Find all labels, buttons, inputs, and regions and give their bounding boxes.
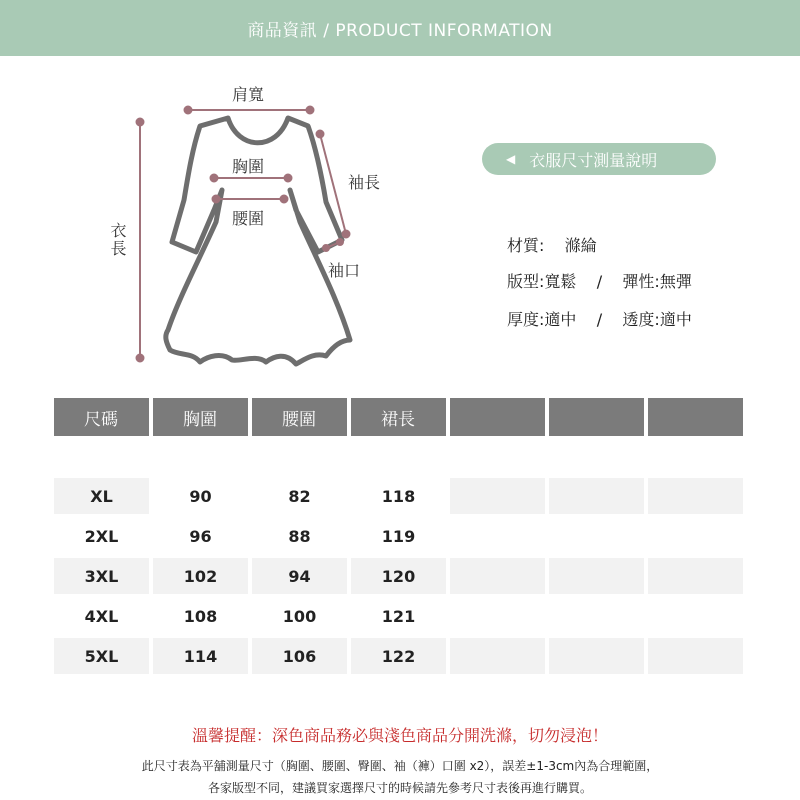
shoulder-dot-right: [307, 107, 314, 114]
cell-chest: 90: [153, 478, 248, 514]
cell-chest: 114: [153, 638, 248, 674]
cell-length: 119: [351, 518, 446, 554]
cell-size: 4XL: [54, 598, 149, 634]
cell-waist: 82: [252, 478, 347, 514]
cell-length: 122: [351, 638, 446, 674]
table-row: [54, 518, 743, 554]
cell-waist: 94: [252, 558, 347, 594]
cell-blank: [549, 598, 644, 634]
cell-chest: 108: [153, 598, 248, 634]
cell-blank: [450, 598, 545, 634]
cell-waist: 106: [252, 638, 347, 674]
fit-label: 版型:: [507, 272, 545, 291]
cell-size: XL: [54, 478, 149, 514]
table-row: [54, 558, 743, 594]
label-chest: 胸圍: [232, 157, 265, 176]
header-bar: [0, 0, 800, 56]
label-shoulder: 肩寬: [232, 85, 265, 104]
fit-value: 寬鬆: [544, 272, 577, 291]
table-row: [54, 478, 743, 514]
cell-size: 3XL: [54, 558, 149, 594]
length-dot-top: [137, 119, 144, 126]
label-waist: 腰圍: [232, 209, 265, 228]
sleeve-dot-top: [317, 131, 324, 138]
material-label: 材質:: [507, 236, 545, 255]
table-row: [54, 598, 743, 634]
warning-text: 溫馨提醒：深色商品務必與淺色商品分開洗滌，切勿浸泡！: [191, 726, 608, 745]
chest-dot-left: [211, 175, 218, 182]
header-blank: [450, 398, 545, 436]
spec-separator: /: [596, 272, 603, 291]
cell-blank: [648, 558, 743, 594]
cuff-dot-left: [323, 245, 329, 251]
cell-blank: [549, 558, 644, 594]
note-line-1: 此尺寸表為平舖測量尺寸（胸圍、腰圍、臀圍、袖（褲）口圍 x2），誤差±1-3cm內為合理範圍，: [141, 759, 659, 773]
cell-blank: [549, 518, 644, 554]
cell-blank: [549, 478, 644, 514]
transparency-value: 適中: [659, 310, 692, 329]
spec-thickness-transparency: [507, 307, 692, 330]
cell-blank: [648, 638, 743, 674]
waist-dot-right: [281, 196, 288, 203]
cell-blank: [549, 638, 644, 674]
size-table: [50, 398, 747, 674]
elastic-value: 無彈: [659, 272, 692, 291]
header-size: 尺碼: [54, 398, 149, 436]
elastic-label: 彈性:: [622, 272, 660, 291]
size-table-header: [54, 398, 743, 436]
header-waist: 腰圍: [252, 398, 347, 436]
cell-blank: [648, 518, 743, 554]
label-cuff: 袖口: [328, 261, 361, 280]
header-chest: 胸圍: [153, 398, 248, 436]
spec-separator: /: [596, 310, 603, 329]
measure-lines: [137, 107, 350, 362]
sleeve-dot-bottom: [343, 231, 350, 238]
cell-size: 5XL: [54, 638, 149, 674]
cell-size: 2XL: [54, 518, 149, 554]
size-guide-label: 衣服尺寸測量說明: [529, 150, 658, 170]
transparency-label: 透度:: [622, 310, 660, 329]
cell-length: 121: [351, 598, 446, 634]
cuff-dot-right: [337, 239, 343, 245]
chest-dot-right: [285, 175, 292, 182]
label-sleeve: 袖長: [348, 173, 381, 192]
header-title: 商品資訊 / PRODUCT INFORMATION: [247, 20, 553, 41]
note-line-2: 各家版型不同，建議買家選擇尺寸的時候請先參考尺寸表後再進行購買。: [207, 781, 592, 795]
sleeve-line: [320, 134, 346, 234]
cuff-line: [326, 242, 340, 248]
length-dot-bottom: [137, 355, 144, 362]
cell-blank: [648, 478, 743, 514]
cell-waist: 100: [252, 598, 347, 634]
cell-blank: [450, 478, 545, 514]
spec-material: [507, 233, 597, 256]
cell-blank: [450, 638, 545, 674]
cell-chest: 102: [153, 558, 248, 594]
cell-length: 120: [351, 558, 446, 594]
shoulder-dot-left: [185, 107, 192, 114]
table-row: [54, 638, 743, 674]
thickness-label: 厚度:: [507, 310, 545, 329]
thickness-value: 適中: [544, 310, 577, 329]
cell-waist: 88: [252, 518, 347, 554]
triangle-left-icon: ◀: [506, 152, 516, 166]
spec-fit-elastic: [507, 269, 692, 292]
header-blank: [549, 398, 644, 436]
size-guide-button[interactable]: [482, 143, 716, 175]
header-blank: [648, 398, 743, 436]
material-value: 滌綸: [564, 236, 597, 255]
cell-blank: [648, 598, 743, 634]
cell-chest: 96: [153, 518, 248, 554]
waist-dot-left: [213, 196, 220, 203]
label-length: 衣長: [108, 222, 127, 258]
header-length: 裙長: [351, 398, 446, 436]
cell-length: 118: [351, 478, 446, 514]
cell-blank: [450, 518, 545, 554]
cell-blank: [450, 558, 545, 594]
